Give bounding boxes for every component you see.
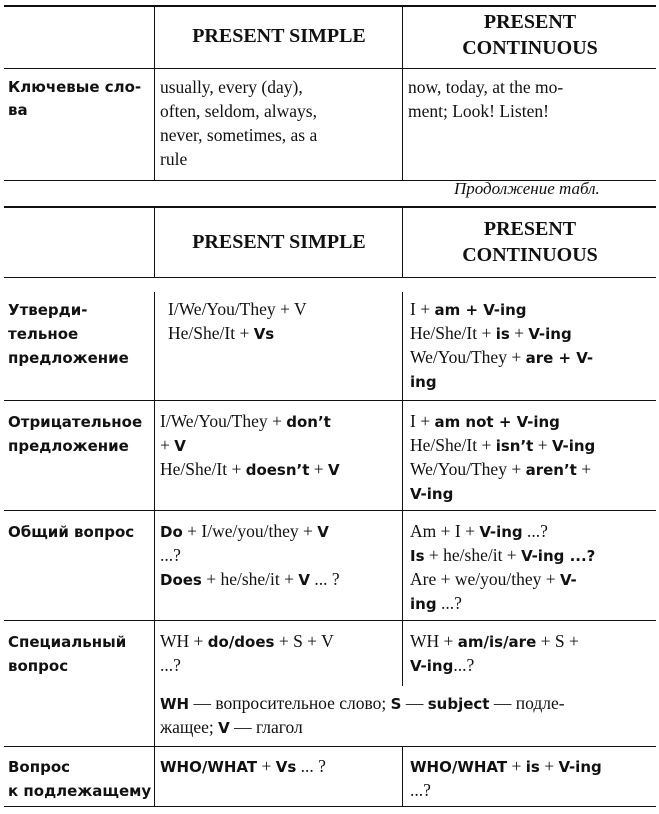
- affirmative-cont-line3: We/You/They + are + V-: [410, 347, 594, 367]
- negative-cont-line2: He/She/It + isn’t + V-ing: [410, 435, 596, 455]
- general-simple-line2: ...?: [160, 545, 181, 565]
- affirmative-cont-line4: ing: [410, 373, 437, 391]
- general-simple-line3: Does + he/she/it + V ... ?: [160, 569, 340, 589]
- table-2-top-border: [4, 206, 656, 208]
- special-cont-line1: WH + am/is/are + S +: [410, 631, 579, 651]
- table-1-header-cont-line2: CONTINUOUS: [462, 37, 598, 59]
- row-divider-4: [4, 746, 656, 747]
- affirmative-label-line1: Утверди-: [8, 301, 88, 319]
- row-divider-1: [4, 400, 656, 401]
- general-cont-line4: ing ...?: [410, 593, 462, 613]
- table-2-header-cont-line2: CONTINUOUS: [462, 244, 598, 266]
- negative-cont-line3: We/You/They + aren’t +: [410, 459, 592, 479]
- table-1-header-cont-line1: PRESENT: [483, 11, 577, 33]
- t2-col-divider-2-last: [402, 746, 403, 806]
- special-note-line2: жащее; V — глагол: [160, 717, 303, 737]
- affirmative-cont-line1: I + am + V-ing: [410, 299, 527, 319]
- table-2-bottom-border: [4, 806, 656, 807]
- table-1-col-divider-1: [154, 5, 155, 180]
- table-1-header-simple: PRESENT SIMPLE: [192, 25, 366, 47]
- subject-question-label-line1: Вопрос: [8, 758, 71, 776]
- affirmative-label-line2: тельное: [8, 325, 79, 343]
- subject-question-label-line2: к подлежащему: [8, 782, 152, 800]
- keywords-simple-line2: often, seldom, always,: [160, 101, 317, 121]
- t2-col-divider-1-header: [154, 206, 155, 277]
- affirmative-cont-line2: He/She/It + is + V-ing: [410, 323, 572, 343]
- general-question-label: Общий вопрос: [8, 523, 135, 541]
- table-1-top-border: [4, 5, 656, 7]
- general-simple-line1: Do + I/we/you/they + V: [160, 521, 329, 541]
- keywords-simple-line1: usually, every (day),: [160, 77, 303, 97]
- t2-col-divider-1-lower: [154, 400, 155, 806]
- subject-cont-line1: WHO/WHAT + is + V-ing: [410, 756, 602, 776]
- special-cont-line2: V-ing...?: [410, 655, 475, 675]
- special-simple-line2: ...?: [160, 655, 181, 675]
- table-2-header-cont-line1: PRESENT: [483, 218, 577, 240]
- keywords-label-line2: ва: [8, 101, 28, 119]
- negative-label-line1: Отрицательное: [8, 413, 143, 431]
- keywords-cont-line1: now, today, at the mo-: [408, 77, 564, 97]
- t2-col-divider-1-affirm: [154, 292, 155, 400]
- general-cont-line3: Are + we/you/they + V-: [410, 569, 577, 589]
- table-2-header-simple: PRESENT SIMPLE: [192, 231, 366, 253]
- special-simple-line1: WH + do/does + S + V: [160, 631, 334, 651]
- row-divider-2: [4, 510, 656, 511]
- subject-cont-line2: ...?: [410, 780, 431, 800]
- t2-col-divider-2-lower: [402, 400, 403, 686]
- negative-cont-line4: V-ing: [410, 485, 454, 503]
- affirmative-simple-line2: He/She/It + Vs: [168, 323, 275, 343]
- keywords-cont-line2: ment; Look! Listen!: [408, 101, 549, 121]
- t2-col-divider-2-affirm: [402, 292, 403, 400]
- affirmative-simple-line1: I/We/You/They + V: [168, 299, 307, 319]
- table-1-col-divider-2: [402, 5, 403, 180]
- special-question-label-line2: вопрос: [8, 657, 69, 675]
- special-note-line1: WH — вопросительное слово; S — subject — подле-: [160, 693, 565, 713]
- negative-cont-line1: I + am not + V-ing: [410, 411, 560, 431]
- negative-simple-line2: + V: [160, 435, 186, 455]
- keywords-label-line1: Ключевые сло-: [8, 78, 142, 96]
- subject-simple-line1: WHO/WHAT + Vs ... ?: [160, 756, 326, 776]
- keywords-simple-line3: never, sometimes, as a: [160, 125, 318, 145]
- affirmative-label-line3: предложение: [8, 349, 129, 367]
- row-divider-3: [4, 620, 656, 621]
- table-1-header-divider: [4, 68, 656, 69]
- keywords-simple-line4: rule: [160, 149, 188, 169]
- special-question-label-line1: Специальный: [8, 633, 127, 651]
- negative-label-line2: предложение: [8, 437, 129, 455]
- general-cont-line1: Am + I + V-ing ...?: [410, 521, 548, 541]
- continuation-note: Продолжение табл.: [454, 179, 600, 198]
- table-2-header-divider: [4, 277, 656, 278]
- negative-simple-line3: He/She/It + doesn’t + V: [160, 459, 340, 479]
- t2-col-divider-2-header: [402, 206, 403, 277]
- negative-simple-line1: I/We/You/They + don’t: [160, 411, 331, 431]
- general-cont-line2: Is + he/she/it + V-ing ...?: [410, 545, 596, 565]
